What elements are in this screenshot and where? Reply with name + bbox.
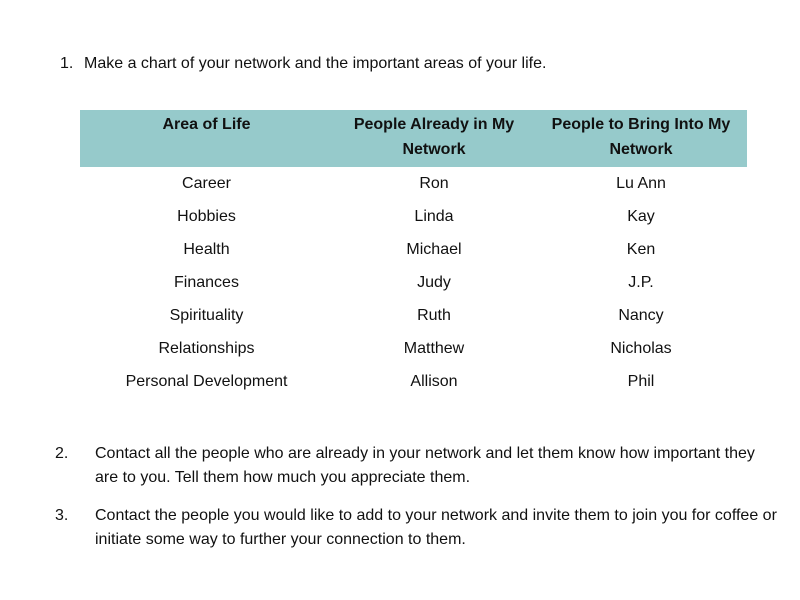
existing-person-cell: Linda bbox=[414, 207, 454, 225]
table-row bbox=[80, 167, 747, 200]
new-person-cell: Kay bbox=[627, 207, 655, 225]
area-cell: Hobbies bbox=[177, 207, 236, 225]
area-cell: Health bbox=[183, 240, 230, 258]
table-row bbox=[80, 299, 747, 332]
existing-person-cell: Ron bbox=[419, 174, 449, 192]
new-person-cell: Nancy bbox=[618, 306, 664, 324]
table-header-row bbox=[80, 110, 747, 167]
table-row bbox=[80, 365, 747, 398]
instruction-step-3 bbox=[55, 504, 780, 552]
new-person-cell: J.P. bbox=[628, 273, 654, 291]
instruction-step-2 bbox=[55, 442, 780, 490]
area-cell: Personal Development bbox=[125, 372, 288, 390]
new-person-cell: Ken bbox=[626, 240, 656, 258]
step-text: Contact the people you would like to add to your network and invite them to join you for coffee or initiate some way to further your connection to them. bbox=[95, 507, 777, 548]
existing-person-cell: Ruth bbox=[417, 306, 451, 324]
step-text: Make a chart of your network and the important areas of your life. bbox=[84, 55, 547, 72]
existing-person-cell: Allison bbox=[410, 372, 458, 390]
existing-person-cell: Judy bbox=[417, 273, 451, 291]
new-person-cell: Lu Ann bbox=[616, 174, 666, 192]
existing-person-cell: Matthew bbox=[403, 339, 465, 357]
area-cell: Spirituality bbox=[169, 306, 244, 324]
step-text: Contact all the people who are already in your network and let them know how important they are to you. Tell them how much you appreciate them. bbox=[95, 445, 755, 486]
table-row bbox=[80, 266, 747, 299]
area-cell: Relationships bbox=[158, 339, 255, 357]
header-people-to-bring: People to Bring Into My Network bbox=[535, 110, 747, 167]
network-table bbox=[80, 110, 747, 398]
table-row bbox=[80, 332, 747, 365]
table-row bbox=[80, 200, 747, 233]
new-person-cell: Phil bbox=[627, 372, 655, 390]
existing-person-cell: Michael bbox=[406, 240, 462, 258]
area-cell: Finances bbox=[174, 273, 239, 291]
instruction-steps-list bbox=[55, 442, 780, 566]
header-area-of-life: Area of Life bbox=[80, 110, 333, 167]
step-number: 2. bbox=[55, 445, 69, 462]
header-people-in-network: People Already in My Network bbox=[333, 110, 535, 167]
table-row bbox=[80, 233, 747, 266]
step-number: 1. bbox=[60, 55, 74, 72]
instruction-step-1 bbox=[60, 55, 546, 73]
step-number: 3. bbox=[55, 507, 69, 524]
new-person-cell: Nicholas bbox=[610, 339, 672, 357]
area-cell: Career bbox=[182, 174, 231, 192]
